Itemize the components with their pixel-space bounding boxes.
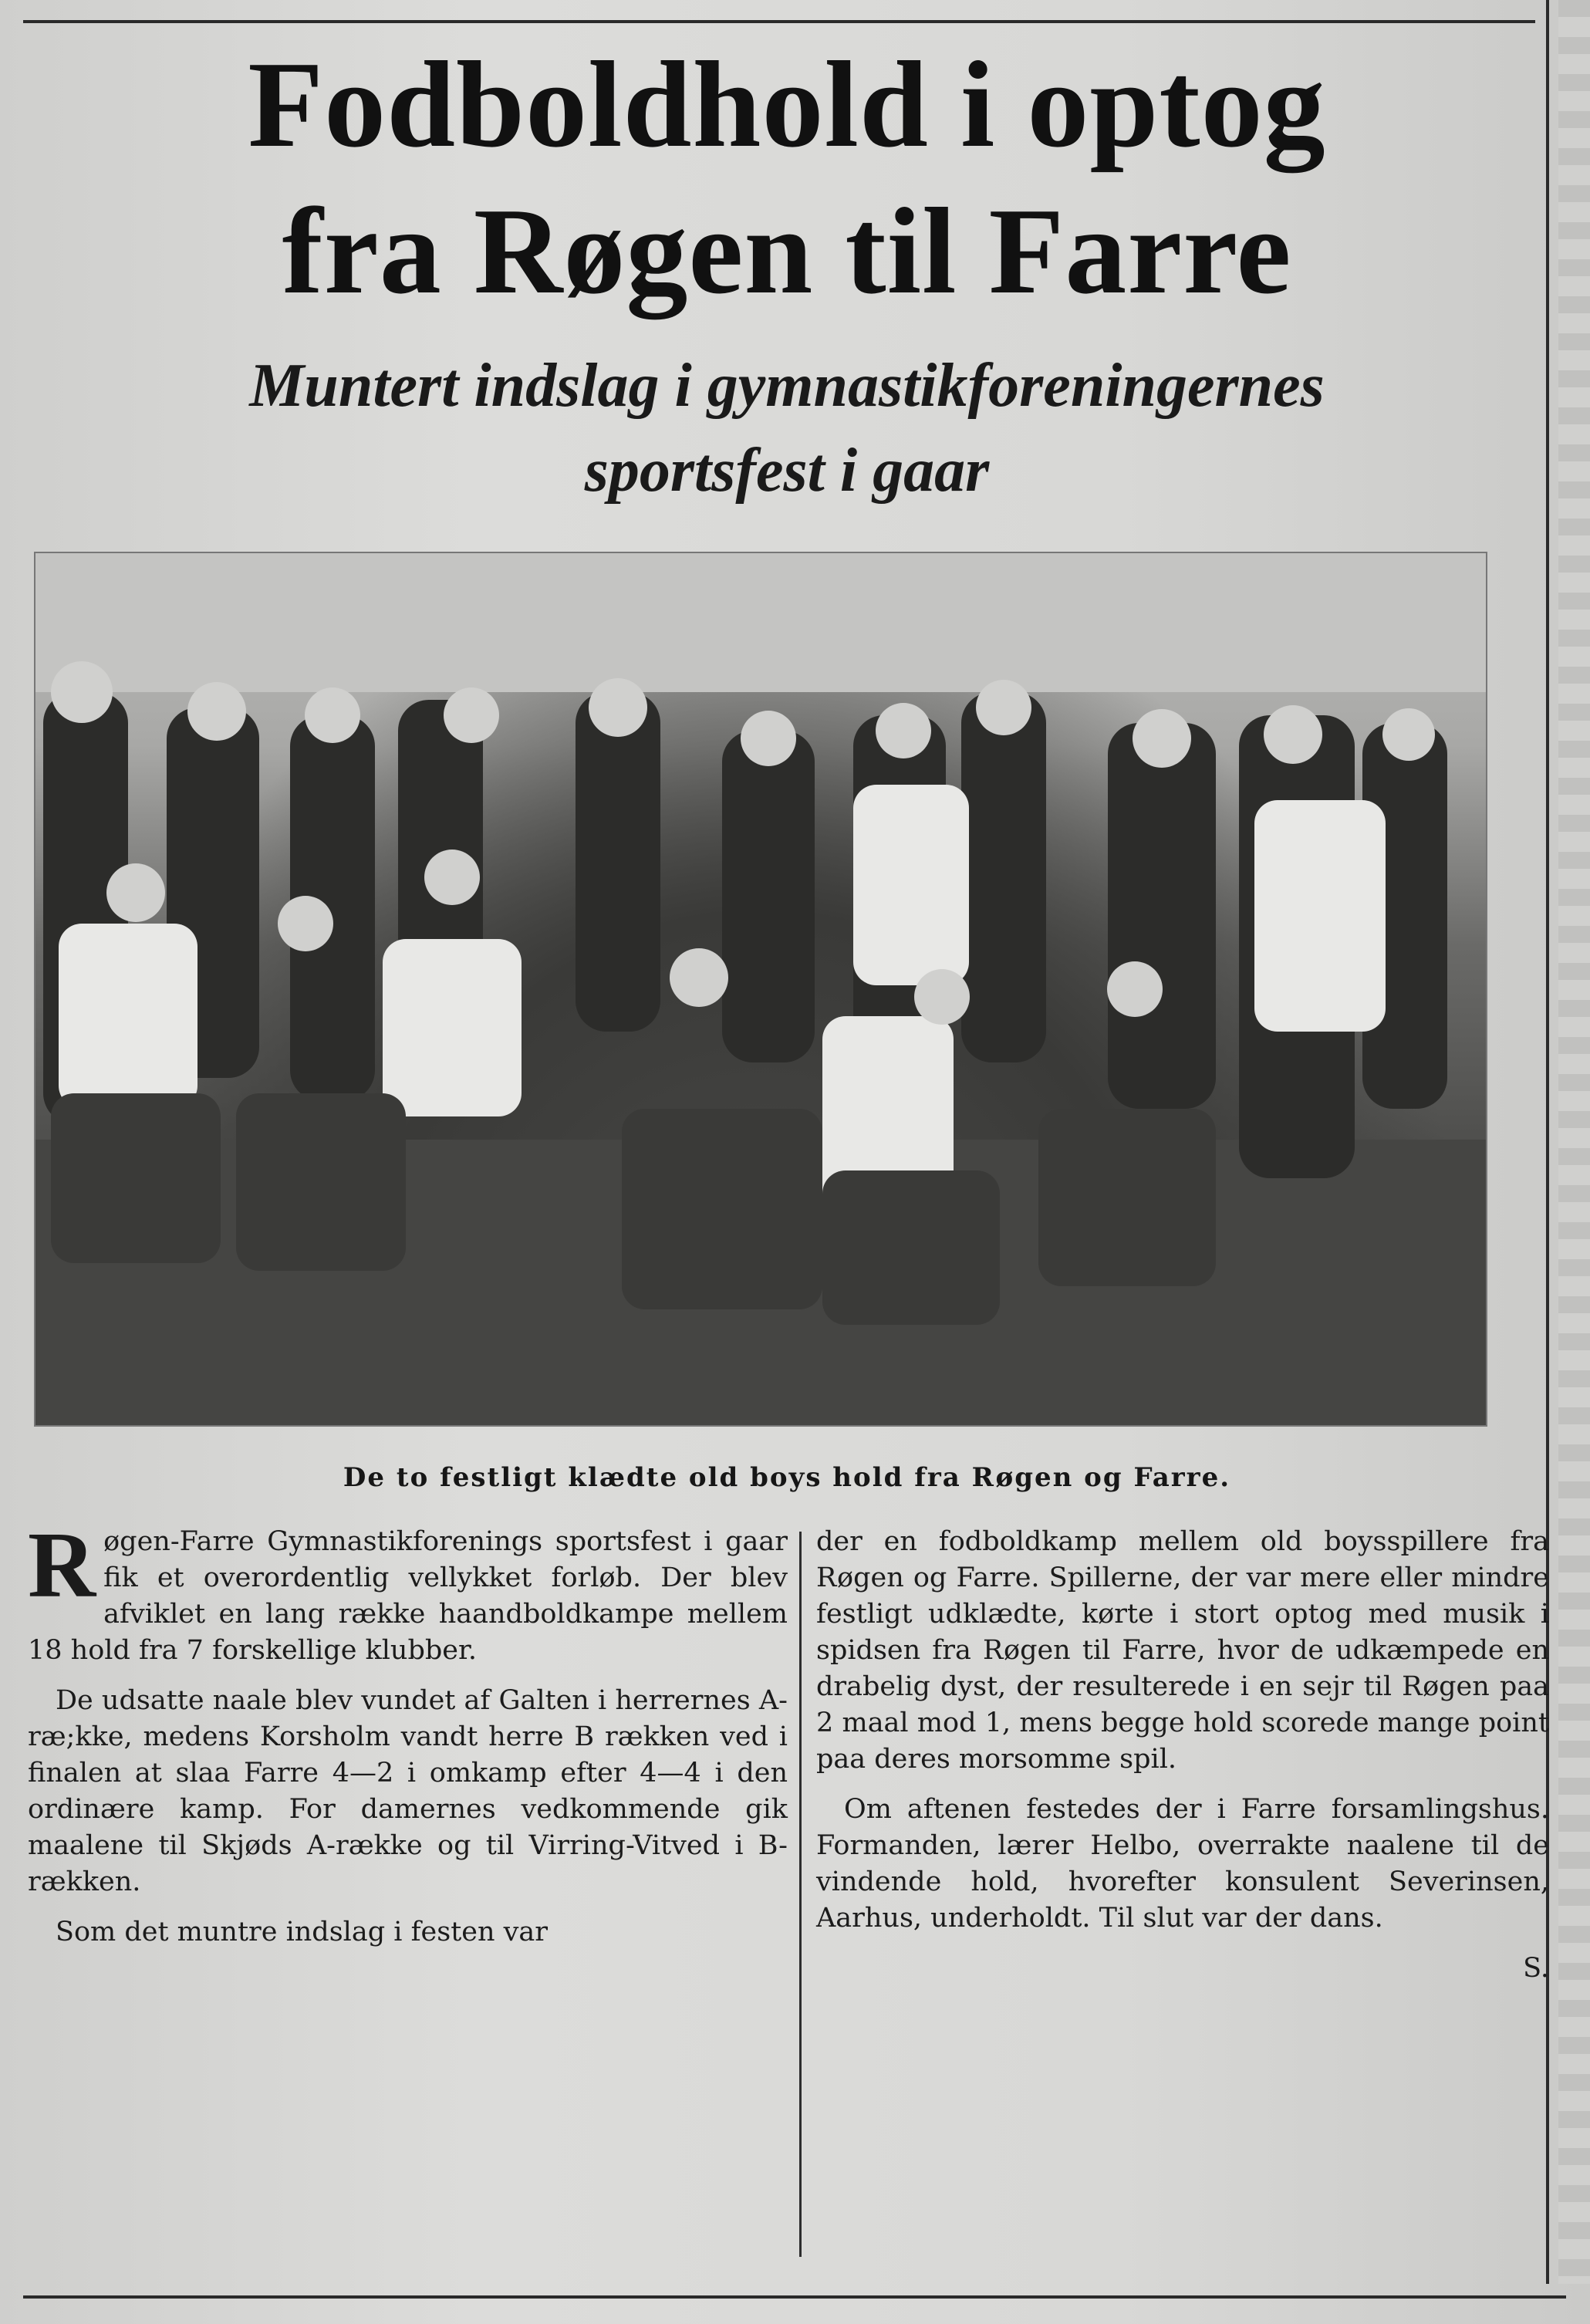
headline-line-1: Fodboldhold i optog — [248, 35, 1326, 173]
paragraph-intro — [28, 1513, 788, 1669]
subheadline — [31, 343, 1543, 513]
team-photo-figures — [35, 553, 1486, 1425]
subhead-line-1: Muntert indslag i gymnastikforeningernes — [249, 352, 1325, 420]
headline-line-2: fra Røgen til Farre — [282, 182, 1292, 319]
adjacent-column-edge — [1558, 0, 1590, 2284]
bottom-rule — [23, 2295, 1566, 2299]
paragraph-football-match: der en fodboldkamp mellem old boysspillere fra Røgen og Farre. Spillerne, der var mere eller mindre festligt udklædte, kørte i stort optog med musik i spidsen fra Røgen til Farre, hvor de udkæmpede en drabelig dyst, der resulterede i en sejr til Røgen paa 2 maal mod 1, mens begge hold scorede mange point paa deres morsomme spil. — [816, 1526, 1549, 1775]
headline — [31, 31, 1543, 324]
paragraph-continues: Som det muntre indslag i festen var — [56, 1917, 549, 1947]
photo-caption: De to festligt klædte old boys hold fra Røgen og Farre. — [343, 1462, 1231, 1493]
article-column-right — [816, 1524, 1549, 2001]
team-photo — [34, 552, 1487, 1427]
drop-cap: R — [28, 1513, 96, 1617]
author-signature: S. — [1523, 1953, 1549, 1984]
paragraph-intro-text: øgen-Farre Gymnastikforenings sportsfest i gaar fik et overordentlig vellykket forløb. Der blev afviklet en lang række haandboldkampe mellem 18 hold fra 7 forskellige klubber. — [28, 1526, 788, 1666]
article-column-left — [28, 1513, 788, 1964]
paragraph-evening: Om aftenen festedes der i Farre forsamlingshus. Formanden, lærer Helbo, overrakte naalene til de vindende hold, hvorefter konsulent Severinsen, Aarhus, underholdt. Til slut var der dans. — [816, 1794, 1549, 1934]
top-rule — [23, 20, 1535, 23]
paragraph-results: De udsatte naale blev vundet af Galten i herrernes A-ræ;kke, medens Korsholm vandt herre B rækken ved i finalen at slaa Farre 4—2 i omkamp efter 4—4 i den ordinære kamp. For damernes vedkommende gik maalene til Skjøds A-række og til Virring-Vitved i B-rækken. — [28, 1685, 788, 1897]
column-divider — [799, 1532, 802, 2257]
subhead-line-2: sportsfest i gaar — [584, 437, 990, 505]
